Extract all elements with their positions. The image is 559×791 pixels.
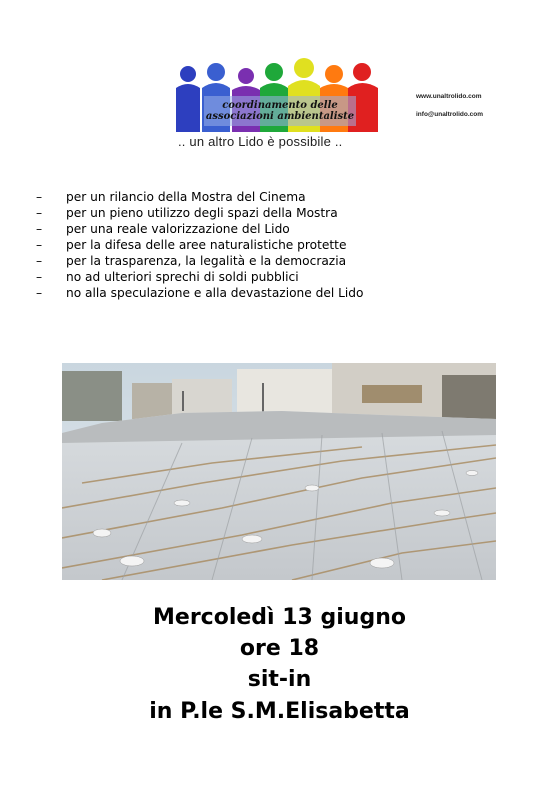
event-place: in P.le S.M.Elisabetta xyxy=(149,699,410,724)
bullet-dash: – xyxy=(36,286,43,300)
list-item xyxy=(36,205,364,221)
list-item xyxy=(36,221,364,237)
list-item xyxy=(36,189,364,205)
list-item xyxy=(36,269,364,285)
site-photo xyxy=(62,363,496,580)
bullet-dash: – xyxy=(36,238,43,252)
event-date: Mercoledì 13 giugno xyxy=(153,605,406,630)
bullet-dash: – xyxy=(36,270,43,284)
list-item-text: per una reale valorizzazione del Lido xyxy=(66,222,290,236)
logo-line-2: associazioni ambientaliste xyxy=(205,111,355,122)
bullet-dash: – xyxy=(36,254,43,268)
list-item-text: per la trasparenza, la legalità e la democrazia xyxy=(66,254,347,268)
list-item-text: per la difesa delle aree naturalistiche protette xyxy=(66,238,347,252)
logo-line-1: coordinamento delle xyxy=(222,100,338,111)
bullet-dash: – xyxy=(36,206,43,220)
bullet-dash: – xyxy=(36,222,43,236)
event-time: ore 18 xyxy=(239,636,320,661)
list-item-text: no alla speculazione e alla devastazione del Lido xyxy=(66,286,364,300)
event-type: sit-in xyxy=(247,667,312,692)
email-link[interactable]: info@unaltrolido.com xyxy=(416,111,483,118)
list-item-text: no ad ulteriori sprechi di soldi pubblici xyxy=(66,270,299,284)
list-item xyxy=(36,253,364,269)
list-item xyxy=(36,237,364,253)
list-item xyxy=(36,285,364,301)
list-item-text: per un pieno utilizzo degli spazi della Mostra xyxy=(66,206,338,220)
list-item-text: per un rilancio della Mostra del Cinema xyxy=(66,190,306,204)
tagline: .. un altro Lido è possibile .. xyxy=(178,134,343,149)
website-link[interactable]: www.unaltrolido.com xyxy=(416,93,482,100)
demands-list xyxy=(36,189,364,301)
logo-caption xyxy=(204,100,356,122)
bullet-dash: – xyxy=(36,190,43,204)
